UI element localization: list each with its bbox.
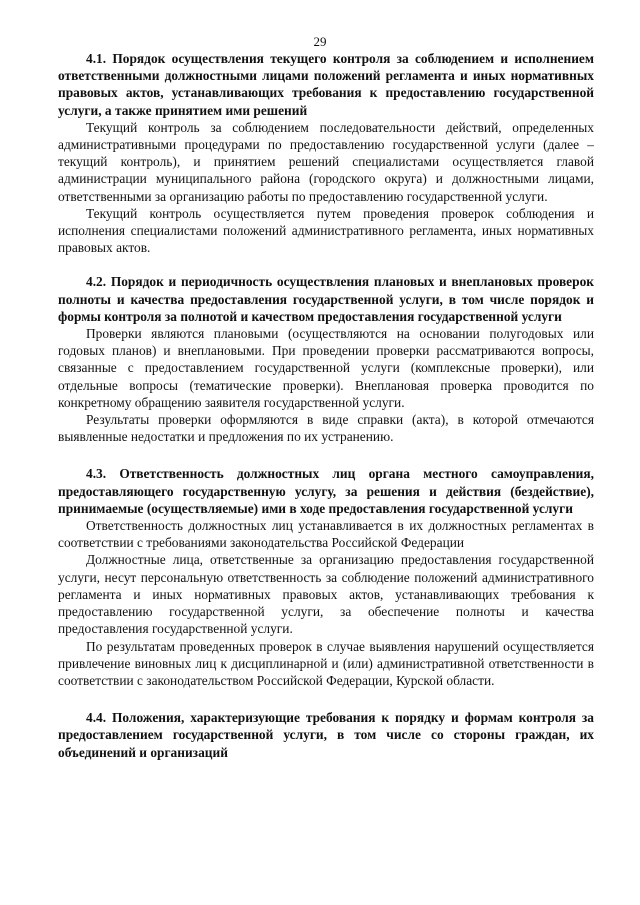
paragraph: Проверки являются плановыми (осуществляются на основании полугодовых или годовых планов) и внеплановыми. При проведении проверки рассматриваются вопросы, связанные с предоставлением государственной услуги (комплексные проверки), или отдельные вопросы (тематические проверки). Внеплановая проверка проводится по конкретному обращению заявителя государственной услуги. <box>58 326 594 410</box>
paragraph: Должностные лица, ответственные за организацию предоставления государственной услуги, несут персональную ответственность за соблюдение положений административного регламента и иных нормативных правовых актов, устанавливающих требования к предоставлению государственной услуги, за обеспечение полноты и качества предоставления государственной услуги. <box>58 552 594 637</box>
page-number: 29 <box>313 34 327 49</box>
section-heading: 4.4. Положения, характеризующие требования к порядку и формам контроля за предоставлением государственной услуги, в том числе со стороны граждан, их объединений и организаций <box>58 710 594 760</box>
section-spacer <box>58 689 594 709</box>
section-4-2 <box>58 273 594 445</box>
paragraph: Текущий контроль осуществляется путем проведения проверок соблюдения и исполнения специалистами положений административного регламента, иных нормативных правовых актов. <box>58 205 594 256</box>
section-4-1 <box>58 50 594 256</box>
section-4-3 <box>58 465 594 689</box>
section-4-4 <box>58 709 594 761</box>
paragraph: По результатам проведенных проверок в случае выявления нарушений осуществляется привлечение виновных лиц к дисциплинарной и (или) административной ответственности в соответствии с законодательством Российской Федерации, Курской области. <box>58 638 594 688</box>
page-body <box>58 50 594 761</box>
paragraph: Результаты проверки оформляются в виде справки (акта), в которой отмечаются выявленные недостатки и предложения по их устранению. <box>58 412 594 445</box>
section-spacer <box>58 445 594 465</box>
section-heading: 4.1. Порядок осуществления текущего контроля за соблюдением и исполнением ответственными должностными лицами положений регламента и иных нормативных правовых актов, устанавливающих требования к предоставлению государственной услуги, а также принятием ими решений <box>58 51 594 118</box>
paragraph: Ответственность должностных лиц устанавливается в их должностных регламентах в соответствии с требованиями законодательства Российской Федерации <box>58 518 594 551</box>
section-heading: 4.3. Ответственность должностных лиц органа местного самоуправления, предоставляющего государственную услугу, за решения и действия (бездействие), принимаемые (осуществляемые) ими в ходе предоставления государственной услуги <box>58 466 594 516</box>
section-spacer <box>58 256 594 273</box>
paragraph: Текущий контроль за соблюдением последовательности действий, определенных административными процедурами по предоставлению государственной услуги (далее – текущий контроль), и принятием решений специалистами осуществляется главой администрации муниципального района (городского округа) и должностными лицами, ответственными за организацию работы по предоставлению государственной услуги. <box>58 119 594 204</box>
section-heading: 4.2. Порядок и периодичность осуществления плановых и внеплановых проверок полноты и качества предоставления государственной услуги, в том числе порядок и формы контроля за полнотой и качеством предоставления государственной услуги <box>58 274 594 324</box>
